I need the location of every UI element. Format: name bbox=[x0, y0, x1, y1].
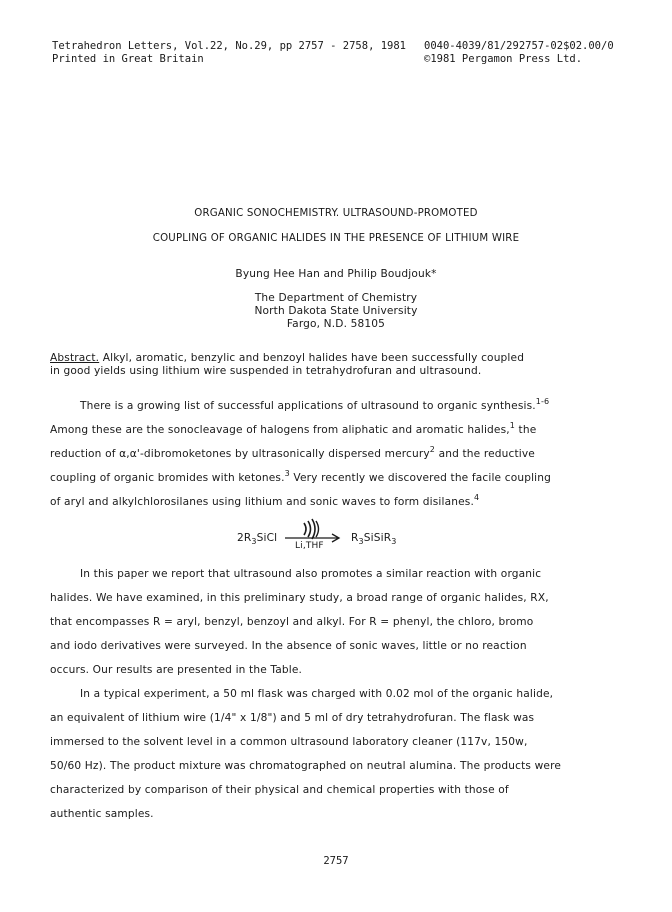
printed-location: Printed in Great Britain bbox=[52, 53, 204, 65]
affiliation-city: Fargo, N.D. 58105 bbox=[286, 318, 386, 330]
reaction-conditions: Li,THF bbox=[295, 541, 324, 551]
page-number: 2757 bbox=[323, 855, 349, 867]
abstract-line-2: in good yields using lithium wire suspended in tetrahydrofuran and ultrasound. bbox=[50, 365, 482, 377]
p2-line-3: that encompasses R = aryl, benzyl, benzoyl and alkyl. For R = phenyl, the chloro, bromo bbox=[50, 616, 534, 628]
p3-line-4: 50/60 Hz). The product mixture was chromatographed on neutral alumina. The products were bbox=[50, 760, 562, 772]
abstract-line-1: Abstract. Alkyl, aromatic, benzylic and benzoyl halides have been successfully coupled bbox=[50, 352, 525, 364]
title-line-1: ORGANIC SONOCHEMISTRY. ULTRASOUND-PROMOTED bbox=[194, 208, 478, 219]
equation-product: $R_3SiSiR_3$ bbox=[351, 532, 397, 546]
p1-line-3: reduction of α,α'-dibromoketones by ultrasonically dispersed mercury$^2$ and the reductive bbox=[50, 445, 535, 460]
title-line-2: COUPLING OF ORGANIC HALIDES IN THE PRESENCE OF LITHIUM WIRE bbox=[152, 233, 520, 244]
p2-line-4: and iodo derivatives were surveyed. In the absence of sonic waves, little or no reaction bbox=[50, 640, 527, 652]
p1-line-4: coupling of organic bromides with ketones.$^3$ Very recently we discovered the facile coupling bbox=[50, 469, 552, 484]
journal-citation: Tetrahedron Letters, Vol.22, No.29, pp 2757 - 2758, 1981 bbox=[52, 40, 407, 52]
p1-line-1: There is a growing list of successful applications of ultrasound to organic synthesis.$^{1-6}$ bbox=[80, 397, 550, 412]
p2-line-5: occurs. Our results are presented in the Table. bbox=[50, 664, 303, 676]
abstract-label: Abstract. bbox=[50, 352, 100, 364]
affiliation-dept: The Department of Chemistry bbox=[254, 292, 418, 304]
p2-line-1: In this paper we report that ultrasound also promotes a similar reaction with organic bbox=[80, 568, 542, 580]
equation-reactant: $2R_3SiCl$ bbox=[237, 532, 278, 546]
p3-line-2: an equivalent of lithium wire (1/4" x 1/8") and 5 ml of dry tetrahydrofuran. The flask was bbox=[50, 712, 535, 724]
p3-line-6: authentic samples. bbox=[50, 808, 154, 820]
p2-line-2: halides. We have examined, in this preliminary study, a broad range of organic halides, RX, bbox=[50, 592, 549, 604]
article-code: 0040-4039/81/292757-02$02.00/0 bbox=[424, 40, 614, 52]
p1-line-2: Among these are the sonocleavage of halogens from aliphatic and aromatic halides,$^1$ the bbox=[50, 421, 537, 436]
p3-line-3: immersed to the solvent level in a common ultrasound laboratory cleaner (117v, 150w, bbox=[50, 736, 528, 748]
affiliation-university: North Dakota State University bbox=[254, 305, 418, 317]
authors: Byung Hee Han and Philip Boudjouk* bbox=[235, 268, 437, 280]
p3-line-5: characterized by comparison of their physical and chemical properties with those of bbox=[50, 784, 509, 796]
p1-line-5: of aryl and alkylchlorosilanes using lithium and sonic waves to form disilanes.$^4$ bbox=[50, 493, 480, 508]
copyright: ©1981 Pergamon Press Ltd. bbox=[424, 53, 583, 65]
p3-line-1: In a typical experiment, a 50 ml flask was charged with 0.02 mol of the organic halide, bbox=[80, 688, 554, 700]
